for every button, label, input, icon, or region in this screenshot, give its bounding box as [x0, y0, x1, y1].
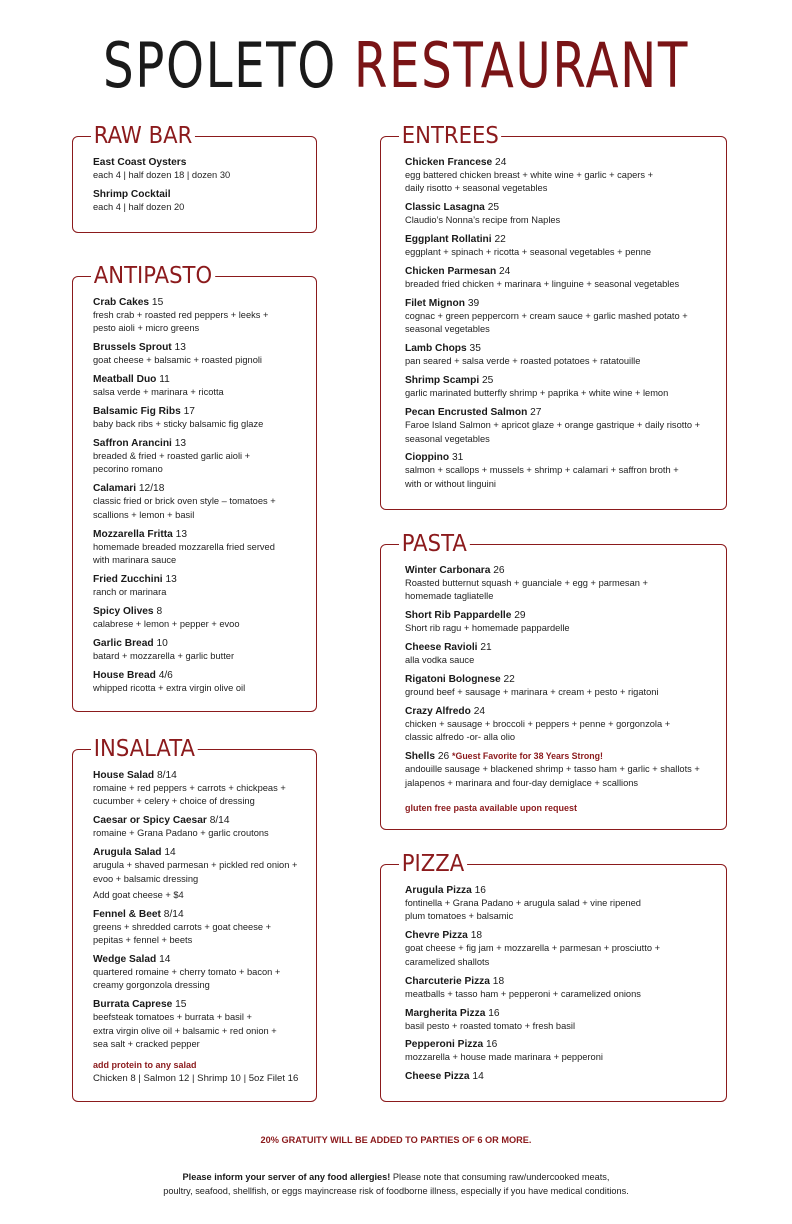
section-insalata	[72, 736, 317, 1102]
menu-item-name: Short Rib Pappardelle	[405, 610, 512, 622]
menu-item-description: seasonal vegetables	[405, 324, 490, 335]
protein-label: add protein to any salad	[93, 1060, 197, 1070]
menu-item	[93, 482, 304, 522]
section-pizza	[380, 851, 727, 1102]
section-heading: PASTA	[399, 531, 470, 557]
menu-item	[405, 451, 714, 491]
menu-item-price: 24	[473, 706, 486, 718]
menu-item-header	[93, 908, 304, 921]
menu-item-name: Pecan Encrusted Salmon	[405, 407, 528, 419]
menu-item	[93, 188, 304, 214]
menu-item-description: each 4 | half dozen 18 | dozen 30	[93, 170, 231, 180]
menu-item-description: pan seared + salsa verde + roasted potatoes + ratatouille	[405, 356, 641, 367]
menu-item	[405, 297, 714, 337]
menu-item-header	[93, 437, 304, 450]
menu-item-name: Burrata Caprese	[93, 999, 173, 1011]
allergy-line-2: poultry, seafood, shellfish, or eggs mayincrease risk of foodborne illness, especially if you have medical conditions.	[163, 1186, 629, 1196]
menu-item	[405, 975, 714, 1001]
menu-item-header	[93, 373, 304, 386]
menu-item	[405, 156, 714, 196]
menu-item-price: 22	[494, 234, 506, 246]
section-heading: ENTREES	[399, 123, 502, 149]
menu-item	[93, 296, 304, 336]
menu-item-name: Crab Cakes	[93, 297, 150, 308]
menu-item-header	[93, 669, 304, 682]
menu-item	[405, 1070, 714, 1083]
menu-item-description: Claudio’s Nonna’s recipe from Naples	[405, 215, 561, 226]
menu-item-price: 22	[503, 674, 515, 686]
menu-item-description: cognac + green peppercorn + cream sauce + garlic mashed potato +	[405, 311, 688, 322]
menu-item-name: Spicy Olives	[93, 605, 154, 617]
menu-item-header	[93, 296, 304, 309]
menu-item-header	[405, 705, 714, 718]
menu-item-header	[405, 233, 714, 246]
menu-item-description: Faroe Island Salmon + apricot glaze + orange gastrique + daily risotto +	[405, 420, 701, 431]
menu-item-name: Balsamic Fig Ribs	[93, 406, 181, 418]
menu-item-header	[405, 929, 714, 942]
menu-item-price: 13	[174, 438, 187, 450]
menu-item-description: classic alfredo -or- alla olio	[405, 732, 516, 743]
title-word-restaurant: RESTAURANT	[353, 29, 690, 102]
menu-item-header	[93, 156, 304, 169]
menu-item-description: jalapenos + marinara and four-day demiglace + scallions	[405, 777, 639, 788]
menu-items	[405, 884, 714, 1089]
section-raw-bar	[72, 123, 317, 233]
section-pasta	[380, 531, 727, 830]
menu-item	[93, 437, 304, 477]
menu-item-price: 14	[159, 953, 171, 965]
menu-item-description: breaded & fried + roasted garlic aioli +	[93, 451, 251, 462]
menu-item-description: pecorino romano	[93, 464, 163, 475]
menu-item-header	[93, 573, 304, 586]
menu-item-name: Shells	[405, 751, 436, 763]
menu-item-header	[405, 1007, 714, 1020]
menu-item-price: 27	[530, 407, 542, 419]
menu-item-name: Classic Lasagna	[405, 202, 485, 214]
allergy-notice	[0, 1170, 792, 1198]
menu-item-description: plum tomatoes + balsamic	[405, 911, 514, 922]
menu-item-name: Shrimp Scampi	[405, 375, 480, 387]
menu-items	[93, 156, 304, 220]
menu-items	[93, 296, 304, 701]
menu-items	[405, 156, 714, 497]
menu-item-header	[405, 609, 714, 622]
menu-item-name: Cioppino	[405, 452, 450, 464]
menu-item-price: 13	[174, 342, 186, 354]
menu-item-price: 24	[495, 157, 507, 168]
menu-item	[93, 156, 304, 182]
section-heading: PIZZA	[399, 851, 467, 877]
menu-item-price: 14	[472, 1071, 484, 1083]
menu-item-description: ground beef + sausage + marinara + cream + pesto + rigatoni	[405, 687, 659, 698]
menu-item-header	[405, 1070, 714, 1083]
menu-item	[93, 953, 304, 993]
menu-item-description: homemade tagliatelle	[405, 591, 494, 602]
menu-item-description: each 4 | half dozen 20	[93, 201, 185, 212]
menu-item-name: Pepperoni Pizza	[405, 1039, 484, 1051]
menu-item-name: Charcuterie Pizza	[405, 975, 490, 987]
menu-item-name: Eggplant Rollatini	[405, 234, 492, 246]
menu-items	[405, 564, 714, 796]
gratuity-notice: 20% GRATUITY WILL BE ADDED TO PARTIES OF 6 OR MORE.	[260, 1135, 532, 1145]
menu-item	[93, 605, 304, 631]
menu-item-price: 10	[156, 637, 168, 649]
menu-item-header	[405, 673, 714, 686]
menu-item-description: homemade breaded mozzarella fried served	[93, 541, 275, 552]
menu-item-header	[405, 975, 714, 988]
menu-item-price: 14	[164, 847, 176, 859]
menu-item-header	[93, 405, 304, 418]
menu-item	[405, 1007, 714, 1033]
menu-item-header	[405, 374, 714, 387]
menu-item-price: 35	[469, 343, 481, 355]
menu-item-description: with marinara sauce	[93, 555, 177, 566]
menu-item-header	[93, 953, 304, 966]
menu-item-header	[405, 342, 714, 355]
menu-item-name: Wedge Salad	[93, 953, 157, 965]
menu-item-header	[93, 998, 304, 1011]
menu-item-price: 15	[175, 999, 187, 1011]
menu-item-name: East Coast Oysters	[93, 157, 187, 168]
menu-item-description: chicken + sausage + broccoli + peppers + penne + gorgonzola +	[405, 719, 671, 730]
menu-item	[405, 342, 714, 368]
menu-item-price: 24	[499, 266, 511, 278]
menu-item-name: Arugula Salad	[93, 847, 162, 859]
menu-item-header	[405, 156, 714, 169]
menu-item-description: fresh crab + roasted red peppers + leeks +	[93, 310, 269, 320]
menu-item-name: Chicken Parmesan	[405, 266, 497, 278]
menu-item-description: fontinella + Grana Padano + arugula salad + vine ripened	[405, 898, 641, 908]
menu-item	[93, 998, 304, 1051]
menu-item-description: greens + shredded carrots + goat cheese +	[93, 921, 272, 932]
menu-item	[93, 373, 304, 399]
menu-item-price: 18	[470, 930, 483, 942]
menu-item	[405, 265, 714, 291]
menu-items	[93, 769, 304, 1057]
menu-item-description: ranch or marinara	[93, 586, 167, 597]
menu-item-description: alla vodka sauce	[405, 655, 475, 666]
menu-item-description: salmon + scallops + mussels + shrimp + calamari + saffron broth +	[405, 465, 679, 476]
menu-item	[93, 341, 304, 367]
menu-item-price: 26	[437, 751, 450, 763]
menu-item-name: House Bread	[93, 669, 156, 681]
menu-item	[405, 673, 714, 699]
menu-item	[405, 641, 714, 667]
menu-item-price: 13	[165, 573, 177, 585]
menu-item	[405, 705, 714, 745]
menu-item-addon: Add goat cheese + $4	[93, 890, 184, 901]
menu-item	[93, 669, 304, 695]
menu-item-description: daily risotto + seasonal vegetables	[405, 183, 548, 194]
menu-item-header	[93, 482, 304, 495]
menu-item-name: Margherita Pizza	[405, 1007, 486, 1019]
menu-item-header	[405, 884, 714, 897]
menu-item-description: salsa verde + marinara + ricotta	[93, 387, 224, 398]
menu-item	[93, 908, 304, 948]
menu-item	[405, 374, 714, 400]
menu-item	[93, 769, 304, 809]
menu-item	[405, 884, 714, 924]
menu-item-name: Brussels Sprout	[93, 342, 172, 354]
menu-item-header	[93, 769, 304, 782]
menu-item-name: Fennel & Beet	[93, 908, 161, 920]
gluten-free-note: gluten free pasta available upon request	[405, 803, 578, 813]
menu-item	[405, 406, 714, 446]
menu-item-price: 8/14	[209, 815, 230, 827]
menu-item-price: 17	[183, 406, 195, 418]
menu-item-header	[405, 297, 714, 310]
menu-item-description: whipped ricotta + extra virgin olive oil	[93, 682, 246, 693]
menu-item-description: evoo + balsamic dressing	[93, 873, 199, 884]
protein-block	[93, 1059, 298, 1085]
menu-item-name: Winter Carbonara	[405, 565, 491, 576]
menu-item-name: Calamari	[93, 483, 137, 495]
menu-item-name: Arugula Pizza	[405, 885, 472, 896]
menu-item-description: romaine + red peppers + carrots + chickpeas +	[93, 783, 286, 793]
menu-item-name: Mozzarella Fritta	[93, 528, 173, 540]
menu-item-name: Filet Mignon	[405, 298, 465, 310]
menu-item-description: arugula + shaved parmesan + pickled red onion +	[93, 860, 298, 871]
menu-item-header	[93, 605, 304, 618]
menu-item-header	[93, 188, 304, 201]
menu-item-name: Meatball Duo	[93, 374, 157, 386]
menu-item-description: mozzarella + house made marinara + pepperoni	[405, 1052, 603, 1063]
menu-item-name: Chevre Pizza	[405, 930, 468, 942]
menu-item-description: sea salt + cracked pepper	[93, 1038, 200, 1049]
menu-item-header	[405, 641, 714, 654]
menu-item	[93, 528, 304, 568]
protein-options: Chicken 8 | Salmon 12 | Shrimp 10 | 5oz Filet 16	[93, 1073, 299, 1084]
menu-item	[93, 637, 304, 663]
menu-item-description: beefsteak tomatoes + burrata + basil +	[93, 1012, 252, 1023]
restaurant-title	[87, 26, 705, 106]
menu-item-price: 29	[514, 610, 526, 622]
menu-item-price: 8/14	[157, 770, 177, 781]
section-heading: ANTIPASTO	[91, 263, 215, 289]
menu-item-description: goat cheese + balsamic + roasted pignoli	[93, 355, 263, 366]
menu-item-description: goat cheese + fig jam + mozzarella + parmesan + prosciutto +	[405, 943, 661, 954]
menu-item-header	[93, 814, 304, 827]
menu-item-name: Shrimp Cocktail	[93, 188, 171, 200]
menu-item-price: 16	[474, 885, 486, 896]
menu-item-price: 11	[159, 374, 170, 386]
menu-item-description: calabrese + lemon + pepper + evoo	[93, 618, 240, 629]
menu-item-description: classic fried or brick oven style – tomatoes +	[93, 496, 276, 507]
menu-item-name: Garlic Bread	[93, 637, 154, 649]
section-entrees	[380, 123, 727, 510]
menu-item-price: 39	[467, 298, 480, 310]
menu-item-description: with or without linguini	[405, 478, 496, 489]
menu-item	[405, 564, 714, 604]
menu-item-name: Cheese Ravioli	[405, 642, 478, 654]
menu-item	[405, 750, 714, 790]
menu-item-description: caramelized shallots	[405, 956, 490, 967]
menu-item-description: pesto aioli + micro greens	[93, 323, 200, 334]
menu-item	[405, 1038, 714, 1064]
menu-item-name: Crazy Alfredo	[405, 706, 471, 718]
menu-item-price: 16	[485, 1039, 498, 1051]
menu-item-name: Fried Zucchini	[93, 573, 163, 585]
menu-item-description: andouille sausage + blackened shrimp + tasso ham + garlic + shallots +	[405, 764, 700, 775]
menu-item-name: Lamb Chops	[405, 343, 467, 355]
menu-item-price: 8/14	[163, 908, 184, 920]
menu-item	[405, 233, 714, 259]
menu-item-header	[93, 341, 304, 354]
menu-item-header	[405, 1038, 714, 1051]
menu-item-price: 4/6	[158, 669, 173, 681]
menu-item-description: cucumber + celery + choice of dressing	[93, 796, 255, 807]
menu-item-header	[93, 846, 304, 859]
menu-item-description: Roasted butternut squash + guanciale + egg + parmesan +	[405, 578, 648, 588]
menu-item-name: Cheese Pizza	[405, 1071, 470, 1083]
menu-item-description: egg battered chicken breast + white wine + garlic + capers +	[405, 170, 654, 180]
menu-item-description: meatballs + tasso ham + pepperoni + caramelized onions	[405, 988, 641, 999]
menu-item-price: 8	[156, 605, 163, 617]
menu-item-name: Saffron Arancini	[93, 438, 172, 450]
menu-item-price: 31	[451, 452, 464, 464]
menu-item-price: 15	[151, 297, 164, 308]
allergy-bold: Please inform your server of any food allergies!	[182, 1172, 391, 1182]
menu-item-name: House Salad	[93, 770, 155, 781]
menu-item-price: 16	[488, 1007, 500, 1019]
menu-item	[405, 201, 714, 227]
menu-item	[93, 814, 304, 840]
menu-item-description: romaine + Grana Padano + garlic croutons	[93, 828, 269, 839]
menu-item-price: 25	[482, 375, 494, 387]
menu-item-header	[405, 750, 714, 763]
menu-item	[405, 929, 714, 969]
menu-item-price: 21	[480, 642, 492, 654]
menu-item-price: 18	[492, 975, 505, 987]
menu-item-header	[405, 201, 714, 214]
section-heading: RAW BAR	[91, 123, 195, 149]
menu-item	[93, 846, 304, 902]
menu-item-description: Short rib ragu + homemade pappardelle	[405, 623, 570, 634]
menu-item-description: garlic marinated butterfly shrimp + paprika + white wine + lemon	[405, 388, 669, 399]
menu-item-description: breaded fried chicken + marinara + linguine + seasonal vegetables	[405, 279, 680, 290]
menu-item-header	[405, 451, 714, 464]
menu-item-name: Caesar or Spicy Caesar	[93, 815, 207, 827]
menu-item	[405, 609, 714, 635]
menu-item-price: 25	[487, 202, 500, 214]
menu-item-description: scallions + lemon + basil	[93, 509, 195, 520]
menu-item-description: creamy gorgonzola dressing	[93, 980, 210, 991]
menu-item	[93, 573, 304, 599]
menu-item-description: batard + mozzarella + garlic butter	[93, 650, 235, 661]
menu-item-header	[93, 637, 304, 650]
menu-item-header	[405, 564, 714, 577]
menu-item-name: Rigatoni Bolognese	[405, 674, 501, 686]
menu-item-description: extra virgin olive oil + balsamic + red onion +	[93, 1025, 277, 1036]
menu-item-description: pepitas + fennel + beets	[93, 934, 193, 945]
menu-item-price: 13	[175, 528, 188, 540]
menu-item-price: 12/18	[138, 483, 165, 495]
menu-item-header	[405, 406, 714, 419]
menu-item-name: Chicken Francese	[405, 157, 493, 168]
title-word-spoleto: SPOLETO	[102, 29, 337, 102]
menu-item	[93, 405, 304, 431]
menu-item-price: 26	[493, 565, 505, 576]
menu-item-description: seasonal vegetables	[405, 433, 490, 444]
menu-item-header	[93, 528, 304, 541]
allergy-line-1: Please note that consuming raw/undercooked meats,	[392, 1172, 610, 1182]
menu-item-description: basil pesto + roasted tomato + fresh basil	[405, 1020, 576, 1031]
menu-item-description: eggplant + spinach + ricotta + seasonal vegetables + penne	[405, 247, 652, 258]
menu-item-header	[405, 265, 714, 278]
menu-item-description: baby back ribs + sticky balsamic fig glaze	[93, 419, 264, 430]
section-antipasto	[72, 263, 317, 712]
section-heading: INSALATA	[91, 736, 198, 762]
menu-item-description: quartered romaine + cherry tomato + bacon +	[93, 966, 281, 977]
menu-item-note: *Guest Favorite for 38 Years Strong!	[452, 751, 603, 762]
